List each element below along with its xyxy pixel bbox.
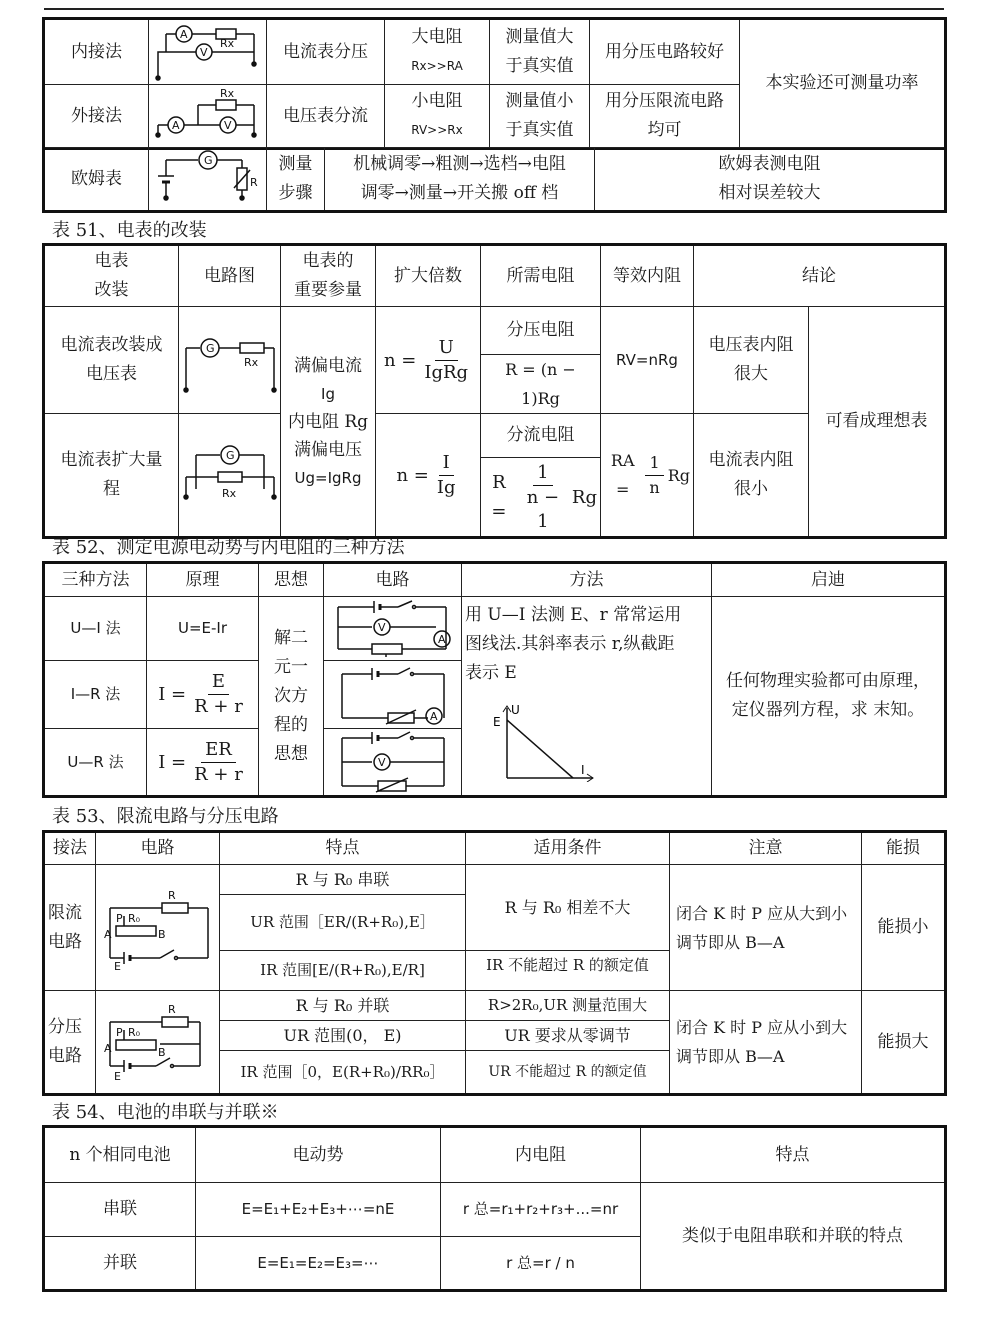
full-scale-voltage: 满偏电压	[294, 439, 362, 460]
limiting-ur-range: UR 范围［ER/(R+R₀),E］	[220, 895, 466, 951]
divider-r0-label: R₀	[127, 1026, 140, 1039]
frac-numerator: U	[435, 336, 458, 361]
galvanometer-label: G	[203, 154, 213, 167]
to-voltmeter-b: 电压表	[86, 364, 137, 384]
emf-methods-table	[42, 561, 947, 798]
header-circuit-3: 电路	[96, 832, 220, 865]
ra-num: 1	[645, 451, 663, 476]
series-resistor-label: Rx	[244, 356, 259, 369]
external-connection-label: 外接法	[44, 85, 149, 149]
header-insight: 启迪	[712, 563, 946, 597]
graph-u-label: U	[511, 703, 520, 717]
to-voltmeter-a: 电流表改装成	[60, 335, 163, 355]
header-meter-a: 电表	[94, 251, 129, 271]
resistor-label: Rx	[219, 37, 234, 50]
ammeter-label-3: A	[437, 632, 446, 646]
measured-larger-b: 于真实值	[505, 56, 574, 76]
limiting-a: 限流	[48, 902, 82, 923]
table-row	[44, 19, 946, 85]
limiting-r-label: R	[167, 888, 176, 902]
ohmmeter-circuit	[149, 148, 267, 212]
voltmeter-large-cell	[694, 307, 809, 414]
measured-smaller-a: 测量值小	[505, 91, 574, 111]
ui-method: U—I 法	[44, 597, 147, 661]
large-resistance: 大电阻	[411, 27, 463, 47]
measurement-steps-a: 测量	[278, 154, 313, 174]
divider-ur-range: UR 范围(0， E)	[220, 1021, 466, 1051]
to-voltmeter-label	[44, 307, 179, 414]
voltmeter-label: V	[199, 46, 208, 59]
ur-num: ER	[201, 738, 236, 763]
meter-conversion-table	[42, 243, 947, 539]
divider-label	[44, 991, 96, 1095]
header-meter-b: 改装	[94, 280, 129, 300]
large-resistance-cell	[385, 19, 490, 85]
table-header-row	[44, 832, 946, 865]
header-conditions: 适用条件	[466, 832, 670, 865]
to-ammeter-b: 程	[103, 479, 120, 499]
small-resistance-cell	[385, 85, 490, 149]
header-features: 特点	[220, 832, 466, 865]
table-54-caption: 表 54、电池的串联与并联※	[52, 1102, 279, 1123]
table-header-row	[44, 1127, 946, 1183]
limiting-loss: 能损小	[862, 865, 946, 991]
limiting-divider-table	[42, 830, 947, 1096]
internal-resistance: 内电阻 Rg	[287, 411, 369, 432]
linear-equation-idea: 解二元一次方程的思想	[259, 597, 324, 797]
header-three-methods: 三种方法	[44, 563, 147, 597]
frac-numerator-2: I	[439, 451, 454, 476]
ig-symbol: Ig	[321, 384, 335, 403]
ohmmeter-table	[42, 147, 947, 213]
divider-condition-1: R>2R₀,UR 测量范围大	[466, 991, 670, 1021]
rheostat-label: R	[249, 176, 258, 189]
resistor-label-2: Rx	[219, 87, 234, 100]
parallel-label: 并联	[44, 1237, 196, 1291]
header-required-resistance: 所需电阻	[481, 245, 601, 307]
shunt-num: 1	[533, 461, 552, 486]
limiting-b-label: B	[157, 927, 166, 941]
divider-circuit	[96, 991, 220, 1095]
header-connection: 接法	[44, 832, 96, 865]
to-ammeter-label	[44, 414, 179, 538]
shunt-den: n − 1	[526, 486, 560, 532]
divider-condition-3: UR 不能超过 R 的额定值	[466, 1051, 670, 1095]
full-scale-current: 满偏电流	[294, 355, 362, 376]
galvanometer-label-3: G	[226, 449, 235, 462]
battery-combination-table	[42, 1125, 947, 1292]
header-meter-conversion	[44, 245, 179, 307]
rv-formula: RV=nRg	[601, 307, 694, 414]
ra-tail: Rg	[667, 465, 690, 485]
header-circuit: 电路图	[179, 245, 281, 307]
table-row	[44, 991, 946, 1021]
method-line-2: 图线法.其斜率表示 r,纵截距	[465, 634, 675, 654]
insight-text: 任何物理实验都可由原理，定仪器列方程，求 末知。	[712, 597, 946, 797]
header-energy-loss: 能损	[862, 832, 946, 865]
ohmmeter-error-cell	[595, 148, 946, 212]
table-51-caption: 表 51、电表的改装	[52, 220, 207, 241]
limiting-condition-2: IR 不能超过 R 的额定值	[466, 951, 670, 991]
header-idea: 思想	[259, 563, 324, 597]
either-circuit-cell	[590, 85, 740, 149]
header-multiple: 扩大倍数	[376, 245, 481, 307]
limiting-series: R 与 R₀ 串联	[220, 865, 466, 895]
divider-e-label: E	[113, 1070, 121, 1083]
table-row	[44, 865, 946, 895]
top-rule	[44, 8, 944, 10]
ur-principle	[147, 729, 259, 797]
series-label: 串联	[44, 1183, 196, 1237]
steps-line-1: 机械调零→粗测→选档→电阻	[353, 154, 566, 174]
rx-condition: Rx>>RA	[411, 59, 463, 73]
meter-connection-table	[42, 17, 947, 150]
limiting-e-label: E	[113, 959, 121, 970]
ammeter-small-b: 很小	[734, 479, 768, 499]
table-53-caption: 表 53、限流电路与分压电路	[52, 806, 279, 827]
ui-graph	[489, 702, 599, 782]
divider-condition-2: UR 要求从零调节	[466, 1021, 670, 1051]
method-line-3: 表示 E	[465, 663, 517, 683]
table-row	[44, 148, 946, 212]
voltmeter-divides-current: 电压表分流	[267, 85, 385, 149]
ammeter-conversion-circuit	[179, 414, 281, 538]
parallel-resistance: r 总=r / n	[441, 1237, 641, 1291]
divider-a-label: A	[103, 1042, 112, 1055]
either-circuit-b: 均可	[647, 120, 682, 140]
limiting-r0-label: R₀	[127, 911, 140, 925]
divider-parallel: R 与 R₀ 并联	[220, 991, 466, 1021]
key-params-cell	[281, 307, 376, 538]
r-equals: R =	[491, 472, 507, 522]
ohmmeter-error-a: 欧姆表测电阻	[718, 154, 821, 174]
ammeter-small-cell	[694, 414, 809, 538]
measured-smaller-cell	[490, 85, 590, 149]
limiting-circuit	[96, 865, 220, 991]
ir-principle	[147, 661, 259, 729]
measured-smaller-b: 于真实值	[505, 120, 574, 140]
header-equivalent-resistance: 等效内阻	[601, 245, 694, 307]
n-equals-2: n =	[396, 464, 429, 486]
ur-method: U—R 法	[44, 729, 147, 797]
voltmeter-large-a: 电压表内阻	[708, 335, 794, 355]
header-conclusion: 结论	[694, 245, 946, 307]
frac-denominator: IgRg	[424, 361, 469, 383]
method-description	[462, 597, 712, 797]
ra-formula	[601, 414, 694, 538]
table-row	[44, 1183, 946, 1237]
current-multiple-formula	[376, 414, 481, 538]
header-principle: 原理	[147, 563, 259, 597]
measured-larger-cell	[490, 19, 590, 85]
shunt-resistance-formula	[481, 458, 601, 538]
series-resistance-formula: R = (n − 1)Rg	[481, 355, 601, 414]
measurement-steps-b: 步骤	[278, 183, 313, 203]
voltmeter-label-4: V	[377, 756, 386, 769]
measured-larger-a: 测量值大	[505, 27, 574, 47]
ir-circuit	[324, 661, 462, 729]
ammeter-small-a: 电流表内阻	[708, 450, 794, 470]
voltmeter-label-3: V	[377, 620, 386, 634]
limiting-a-label: A	[103, 927, 112, 941]
divider-p-label: P	[115, 1026, 123, 1039]
measurement-steps-label-cell	[267, 148, 325, 212]
to-ammeter-a: 电流表扩大量	[60, 450, 163, 470]
header-characteristics: 特点	[641, 1127, 946, 1183]
header-method: 方法	[462, 563, 712, 597]
divider-b: 电路	[48, 1046, 82, 1066]
steps-line-2: 调零→测量→开关搬 off 档	[360, 183, 559, 203]
ammeter-label-4: A	[429, 709, 438, 723]
ui-principle: U=E-Ir	[147, 597, 259, 661]
divider-better: 用分压电路较好	[590, 19, 740, 85]
table-row	[44, 307, 946, 355]
either-circuit-a: 用分压限流电路	[605, 91, 724, 111]
table-52-caption: 表 52、测定电源电动势与内电阻的三种方法	[52, 537, 405, 558]
header-params-b: 重要参量	[294, 280, 362, 300]
ir-method: I—R 法	[44, 661, 147, 729]
parallel-emf: E=E₁=E₂=E₃=⋯	[196, 1237, 441, 1291]
ir-lhs: I =	[158, 684, 187, 705]
internal-connection-label: 内接法	[44, 19, 149, 85]
ug-formula: Ug=IgRg	[294, 468, 362, 487]
header-internal-resistance: 内电阻	[441, 1127, 641, 1183]
limiting-ir-range: IR 范围[E/(R+R₀),E/R]	[220, 951, 466, 991]
ir-num: E	[208, 670, 229, 695]
table-row	[44, 597, 946, 661]
header-identical-batteries: n 个相同电池	[44, 1127, 196, 1183]
table-header-row	[44, 563, 946, 597]
series-emf: E=E₁+E₂+E₃+⋯=nE	[196, 1183, 441, 1237]
series-resistance: r 总=r₁+r₂+r₃+...=nr	[441, 1183, 641, 1237]
small-resistance: 小电阻	[411, 91, 463, 111]
internal-connection-circuit	[149, 19, 267, 85]
limiting-b: 电路	[48, 931, 82, 952]
ideal-meter-note: 可看成理想表	[809, 307, 946, 538]
ammeter-label-2: A	[171, 119, 180, 132]
header-emf: 电动势	[196, 1127, 441, 1183]
graph-e-label: E	[493, 715, 501, 729]
ur-circuit	[324, 729, 462, 797]
divider-loss: 能损大	[862, 991, 946, 1095]
limiting-note: 闭合 K 时 P 应从大到小调节即从 B—A	[670, 865, 862, 991]
limiting-p-label: P	[115, 911, 123, 925]
frac-denominator-2: Ig	[436, 476, 456, 498]
divider-a: 分压	[48, 1017, 82, 1037]
header-attention: 注意	[670, 832, 862, 865]
measurement-steps-cell	[325, 148, 595, 212]
divider-note: 闭合 K 时 P 应从小到大调节即从 B—A	[670, 991, 862, 1095]
table-header-row	[44, 245, 946, 307]
power-measurement-note: 本实验还可测量功率	[740, 19, 946, 149]
divider-ir-range: IR 范围［0，E(R+R₀)/RR₀］	[220, 1051, 466, 1095]
ra-den: n	[649, 477, 660, 497]
graph-i-label: I	[581, 763, 585, 777]
ra-equals: RA =	[610, 451, 635, 499]
series-resistance-label: 分压电阻	[481, 307, 601, 355]
ohmmeter-label: 欧姆表	[44, 148, 149, 212]
ohmmeter-error-b: 相对误差较大	[718, 183, 821, 203]
ur-lhs: I =	[158, 751, 187, 773]
ammeter-divides-voltage: 电流表分压	[267, 19, 385, 85]
voltmeter-large-b: 很大	[734, 364, 768, 384]
divider-b-label: B	[157, 1046, 166, 1059]
divider-r-label: R	[167, 1003, 176, 1016]
voltmeter-label-2: V	[223, 119, 232, 132]
battery-characteristics: 类似于电阻串联和并联的特点	[641, 1183, 946, 1291]
ui-circuit	[324, 597, 462, 661]
shunt-resistor-label: Rx	[222, 487, 237, 500]
rv-condition: RV>>Rx	[411, 123, 463, 137]
ammeter-label: A	[179, 28, 188, 41]
shunt-resistance-label: 分流电阻	[481, 414, 601, 458]
header-params-a: 电表的	[302, 251, 354, 271]
ur-den: R + r	[194, 763, 243, 785]
header-circuit-2: 电路	[324, 563, 462, 597]
galvanometer-label-2: G	[206, 342, 215, 355]
ir-den: R + r	[194, 696, 243, 717]
external-connection-circuit	[149, 85, 267, 149]
limiting-condition-1: R 与 R₀ 相差不大	[466, 865, 670, 951]
n-equals: n =	[383, 349, 417, 371]
limiting-label	[44, 865, 96, 991]
voltage-multiple-formula	[376, 307, 481, 414]
header-key-params	[281, 245, 376, 307]
shunt-tail: Rg	[571, 486, 597, 508]
method-line-1: 用 U—I 法测 E、r 常常运用	[465, 605, 682, 625]
voltmeter-conversion-circuit	[179, 307, 281, 414]
